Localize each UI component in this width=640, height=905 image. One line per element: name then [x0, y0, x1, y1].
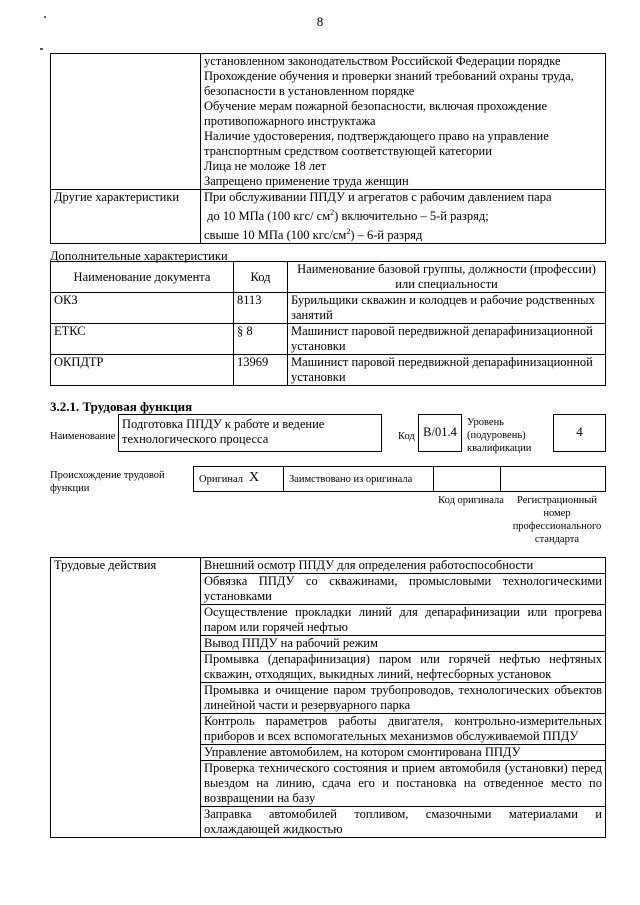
additional-characteristics-title: Дополнительные характеристики — [50, 249, 228, 263]
level-label: Уровень (подуровень) квалификации — [467, 417, 532, 454]
requirements-table — [50, 53, 606, 244]
labor-actions-table — [50, 557, 606, 838]
requirement-line: Наличие удостоверения, подтверждающего право на управление транспортным средством соответствующей категории — [204, 129, 549, 158]
other-char-line: свыше 10 МПа (100 кгс/$см^2) - 6-й$ разряд — [204, 227, 423, 243]
cell-code: 13969 — [234, 355, 288, 386]
labor-action: Вывод ППДУ на рабочий режим — [201, 636, 606, 652]
header-name: Наименование базовой группы, должности (профессии) или специальности — [288, 262, 606, 293]
requirement-line: установленном законодательством Российской Федерации порядке — [204, 54, 561, 68]
requirements-cell — [201, 54, 606, 190]
cell-doc: ЕТКС — [51, 324, 234, 355]
original-cell — [194, 466, 284, 492]
cell-code: § 8 — [234, 324, 288, 355]
cell-doc: ОКПДТР — [51, 355, 234, 386]
other-char-line: При обслуживании ППДУ и агрегатов с рабочим давлением пара — [204, 190, 552, 204]
requirement-line: Прохождение обучения и проверки знаний требований охраны труда, безопасности в установленном порядке — [204, 69, 574, 98]
function-heading: 3.2.1. Трудовая функция — [50, 399, 193, 414]
labor-action: Промывка и очищение паром трубопроводов, технологических объектов линейной части и резервуарного парка — [201, 683, 606, 714]
other-characteristics-label: Другие характеристики — [51, 190, 201, 244]
cell-name: Машинист паровой передвижной депарафинизационной установки — [288, 324, 606, 355]
labor-action: Внешний осмотр ППДУ для определения работоспособности — [201, 558, 606, 574]
code-label: Код — [398, 431, 415, 442]
table-row — [51, 355, 606, 386]
labor-actions-label: Трудовые действия — [51, 558, 201, 838]
name-label: Наименование — [50, 431, 116, 442]
labor-action: Осуществление прокладки линий для депарафинизации или прогрева паром или горячей нефтью — [201, 605, 606, 636]
table-row — [51, 324, 606, 355]
page-number: 8 — [316, 14, 324, 29]
origin-row — [193, 466, 606, 492]
table-row — [51, 293, 606, 324]
header-doc: Наименование документа — [51, 262, 234, 293]
other-characteristics-cell — [201, 190, 606, 244]
original-label: Оригинал — [199, 474, 243, 485]
labor-action: Промывка (депарафинизация) паром или горячей нефтью нефтяных скважин, отходящих, выкидных линий, нефтесборных установок — [201, 652, 606, 683]
code-original-cell — [433, 466, 501, 492]
function-name-box: Подготовка ППДУ к работе и ведение технологического процесса — [118, 414, 382, 452]
scan-speck — [40, 48, 43, 50]
cell-name: Машинист паровой передвижной депарафинизационной установки — [288, 355, 606, 386]
cell-name: Бурильщики скважин и колодцев и рабочие родственных занятий — [288, 293, 606, 324]
labor-action: Заправка автомобилей топливом, смазочными материалами и охлаждающей жидкостью — [201, 807, 606, 838]
level-box: 4 — [553, 414, 606, 452]
code-original-label: Код оригинала — [438, 495, 504, 506]
labor-action: Проверка технического состояния и прием автомобиля (установки) перед выездом на линию, сдача его и постановка на отведенное место по возвращении на базу — [201, 761, 606, 807]
original-mark: X — [249, 470, 260, 485]
additional-characteristics-table — [50, 261, 606, 386]
header-code: Код — [234, 262, 288, 293]
borrowed-label: Заимствовано из оригинала — [289, 474, 413, 485]
cell-doc: ОКЗ — [51, 293, 234, 324]
reg-number-label: Регистрационный номер профессионального стандарта — [512, 495, 602, 545]
labor-action: Контроль параметров работы двигателя, контрольно-измерительных приборов и всех вспомогательных механизмов обслуживаемой ППДУ — [201, 714, 606, 745]
requirement-line: Запрещено применение труда женщин — [204, 174, 409, 188]
other-char-line: до 10 МПа (100 кгс/ $см^2$) включительно – 5-й разряд; — [207, 208, 489, 224]
origin-label: Происхождение трудовой функции — [50, 470, 165, 494]
requirements-label-cell — [51, 54, 201, 190]
requirement-line: Лица не моложе 18 лет — [204, 159, 327, 173]
labor-action: Обвязка ППДУ со скважинами, промысловыми технологическими установками — [201, 574, 606, 605]
function-code-box: B/01.4 — [418, 414, 462, 452]
cell-code: 8113 — [234, 293, 288, 324]
labor-action: Управление автомобилем, на котором смонтирована ППДУ — [201, 745, 606, 761]
requirement-line: Обучение мерам пожарной безопасности, включая прохождение противопожарного инструктажа — [204, 99, 547, 128]
